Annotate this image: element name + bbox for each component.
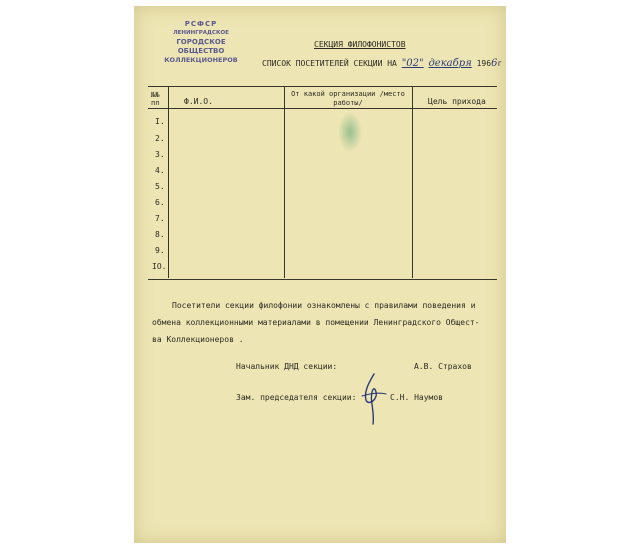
list-title-text: СПИСОК ПОСЕТИТЕЛЕЙ СЕКЦИИ НА [262,59,397,68]
table-divider-2 [284,86,285,278]
row-number-6: 6. [155,198,165,207]
date-month: декабря [428,58,472,69]
row-number-10: IO. [152,262,167,271]
head-label: Начальник ДНД секции: [236,362,338,371]
row-number-1: I. [155,117,165,126]
deputy-label: Зам. председателя секции: [236,393,357,402]
column-header-purpose: Цель прихода [428,97,486,106]
row-number-2: 2. [155,134,165,143]
row-number-4: 4. [155,166,165,175]
body-line-1: Посетители секции филофонии ознакомлены с правилами поведения и [172,301,476,310]
visitors-table [148,86,497,280]
row-number-9: 9. [155,246,165,255]
row-number-3: 3. [155,150,165,159]
column-header-organization: От какой организации /место работы/ [291,90,405,107]
date-suffix: г [497,59,503,68]
date-year-hand: 6 [491,58,498,69]
head-name: А.В. Страхов [414,362,472,371]
table-divider-3 [412,86,413,278]
column-header-name: Ф.И.О. [184,97,213,106]
deputy-name: С.Н. Наумов [390,393,443,402]
list-title [262,58,502,69]
row-number-7: 7. [155,214,165,223]
stamp-line-3: ГОРОДСКОЕ ОБЩЕСТВО [176,38,226,55]
table-header-divider [148,108,497,109]
row-number-8: 8. [155,230,165,239]
ink-stain [338,112,362,152]
stamp-line-2: ЛЕНИНГРАДСКОЕ [173,30,229,36]
section-title: СЕКЦИЯ ФИЛОФОНИСТОВ [314,40,406,49]
body-line-3: ва Коллекционеров . [152,335,244,344]
body-line-2: обмена коллекционными материалами в помещении Ленинградского Общест- [152,318,480,327]
row-number-5: 5. [155,182,165,191]
table-divider-1 [168,86,169,278]
date-day: "02" [401,58,424,69]
stamp-line-1: РСФСР [184,20,218,28]
date-year-prefix: 196 [476,59,492,68]
stamp-line-4: КОЛЛЕКЦИОНЕРОВ [164,56,238,64]
handwritten-signature [358,370,388,426]
organization-stamp [160,20,242,65]
column-header-number: №№ пп [151,91,160,107]
